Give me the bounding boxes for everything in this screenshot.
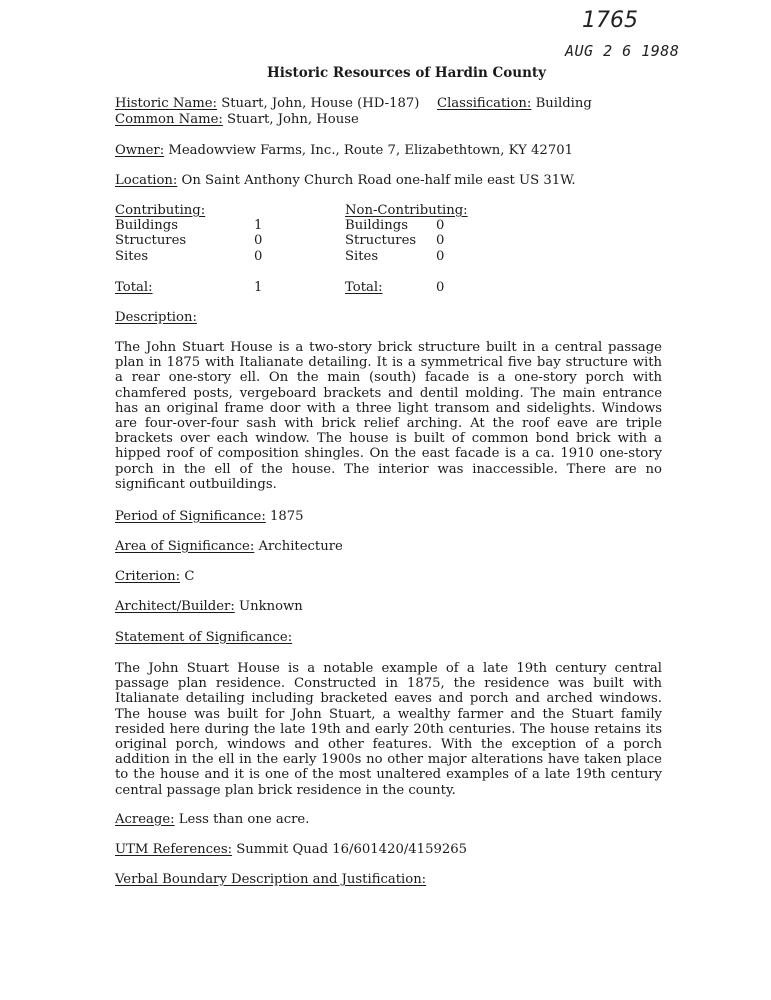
area-row	[115, 539, 343, 554]
owner-value: Meadowview Farms, Inc., Route 7, Elizabethtown, KY 42701	[168, 143, 573, 158]
total-contributing: 1	[254, 280, 263, 295]
acreage-label: Acreage:	[115, 812, 175, 827]
utm-row	[115, 842, 467, 857]
classification-value: Building	[535, 96, 592, 111]
noncontributing-labels	[345, 203, 468, 264]
area-label: Area of Significance:	[115, 539, 255, 554]
owner-row	[115, 143, 573, 158]
row-label-buildings: Buildings	[115, 218, 178, 234]
common-name-row	[115, 112, 359, 127]
statement-text: The John Stuart House is a notable example of a late 19th century central passage plan residence. Constructed in 1875, the residence was built with Italianate detailing including bracketed eaves and porch and arched windows. The house was built for John Stuart, a wealthy farmer and the Stuart family resided here during the late 19th and early 20th centuries. The house retains its original porch, windows and other features. With the exception of a porch addition in the ell in the early 1900s no other major alterations have taken place to the house and it is one of the most unaltered examples of a late 19th century central passage plan brick residence in the county.	[115, 661, 662, 798]
noncontributing-sites-count: 0	[436, 248, 445, 264]
noncontributing-values	[436, 203, 444, 264]
architect-value: Unknown	[238, 599, 303, 614]
noncontributing-structures-count: 0	[436, 233, 445, 249]
nc-total-label: Total:	[345, 280, 383, 295]
location-label: Location:	[115, 173, 178, 188]
description-label: Description:	[115, 310, 197, 325]
historic-name-value: Stuart, John, House (HD-187)	[221, 96, 420, 111]
common-name-label: Common Name:	[115, 112, 223, 127]
contributing-buildings-count: 1	[254, 218, 263, 234]
period-label: Period of Significance:	[115, 509, 266, 524]
total-label: Total:	[115, 280, 153, 295]
owner-label: Owner:	[115, 143, 165, 158]
area-value: Architecture	[258, 539, 343, 554]
acreage-row	[115, 812, 309, 827]
criterion-label: Criterion:	[115, 569, 181, 584]
architect-row	[115, 599, 303, 614]
historic-name-row	[115, 96, 419, 111]
criterion-row	[115, 569, 194, 584]
contributing-header: Contributing:	[115, 203, 206, 218]
period-value: 1875	[269, 509, 304, 524]
nc-row-label-sites: Sites	[345, 248, 379, 264]
architect-label: Architect/Builder:	[115, 599, 235, 614]
acreage-value: Less than one acre.	[178, 812, 310, 827]
statement-text-block	[115, 661, 662, 798]
noncontributing-header: Non-Contributing:	[345, 203, 468, 218]
row-label-sites: Sites	[115, 248, 149, 264]
contributing-values	[254, 203, 262, 264]
description-text-block	[115, 340, 662, 492]
classification-label: Classification:	[437, 96, 532, 111]
utm-label: UTM References:	[115, 842, 233, 857]
total-noncontributing: 0	[436, 280, 445, 295]
historic-name-label: Historic Name:	[115, 96, 217, 111]
row-label-structures: Structures	[115, 233, 187, 249]
statement-label: Statement of Significance:	[115, 630, 293, 645]
location-row	[115, 173, 576, 188]
common-name-value: Stuart, John, House	[227, 112, 359, 127]
description-text: The John Stuart House is a two-story brick structure built in a central passage plan in 1875 with Italianate detailing. It is a symmetrical five bay structure with a rear one-story ell. On the main (south) facade is a one-story porch with chamfered posts, vergeboard brackets and dentil molding. The main entrance has an original frame door with a three light transom and sidelights. Windows are four-over-four sash with brick relief arching. At the roof eave are triple brackets over each window. The house is built of common bond brick with a hipped roof of composition shingles. On the east facade is a ca. 1910 one-story porch in the ell of the house. The interior was inaccessible. There are no significant outbuildings.	[115, 340, 662, 492]
period-row	[115, 509, 304, 524]
noncontributing-buildings-count: 0	[436, 218, 445, 234]
handwritten-page-number: 1765	[582, 8, 638, 33]
contributing-sites-count: 0	[254, 248, 263, 264]
nc-row-label-structures: Structures	[345, 233, 417, 249]
received-date-stamp: AUG 2 6 1988	[565, 42, 680, 60]
contributing-structures-count: 0	[254, 233, 263, 249]
nc-row-label-buildings: Buildings	[345, 218, 408, 234]
boundary-label: Verbal Boundary Description and Justification:	[115, 872, 427, 887]
location-value: On Saint Anthony Church Road one-half mile east US 31W.	[181, 173, 576, 188]
classification-row	[437, 96, 592, 111]
criterion-value: C	[184, 569, 195, 584]
contributing-labels	[115, 203, 205, 264]
document-title: Historic Resources of Hardin County	[267, 65, 547, 81]
utm-value: Summit Quad 16/601420/4159265	[236, 842, 468, 857]
